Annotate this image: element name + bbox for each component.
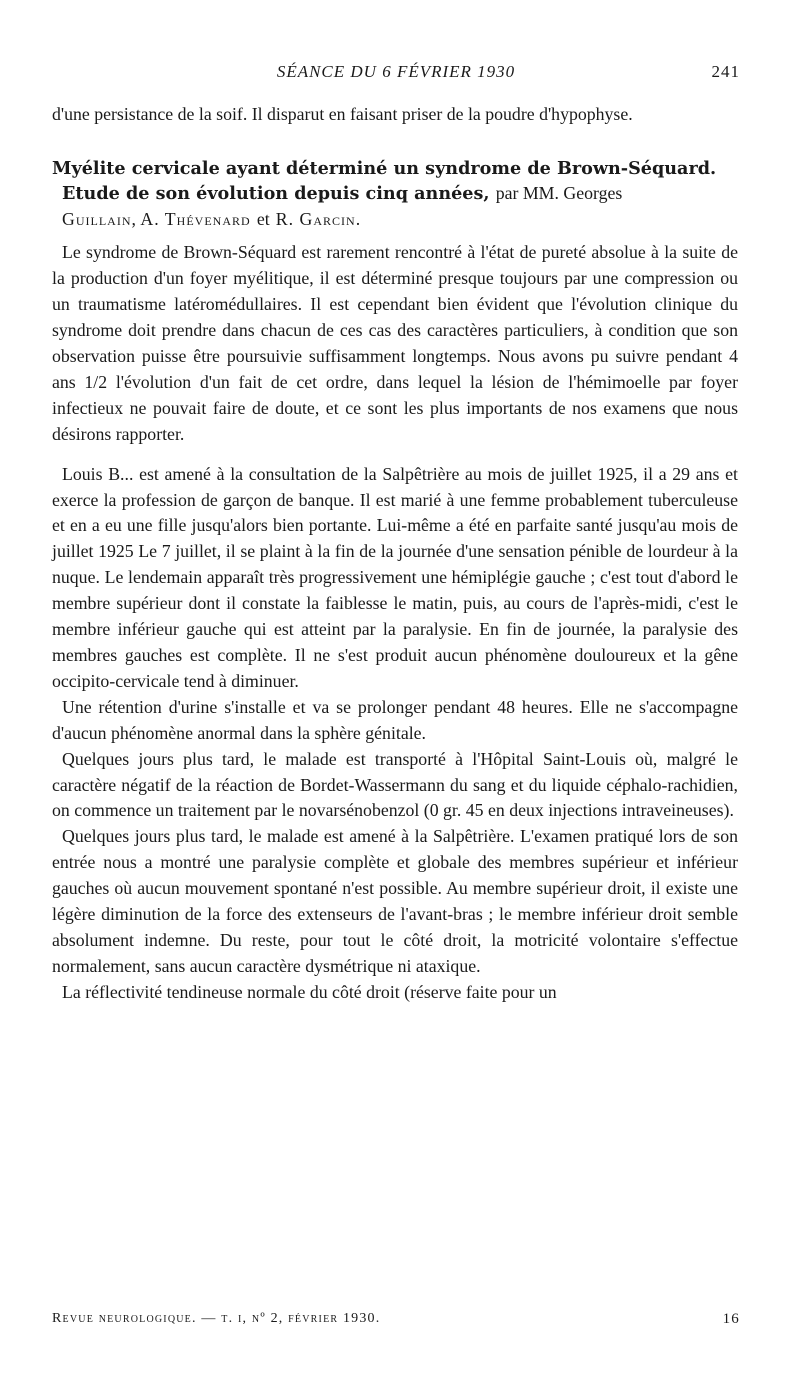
- author-garcin: R. Garcin: [275, 208, 356, 229]
- paragraph-2: Louis B... est amené à la consultation de la Salpêtrière au mois de juillet 1925, il a 29 ans et exerce la profession de garçon de banque. Il est marié à une femme probablement tuberculeuse et en a eu une fille jusqu'alors bien portante. Lui-même a été en parfaite santé jusqu'au mois de juillet 1925 Le 7 juillet, il se plaint à la fin de la journée d'une sensation pénible de lourdeur à la nuque. Le lendemain apparaît très progressivement une hémiplégie gauche ; c'est tout d'abord le membre supérieur dont il constate la faiblesse le matin, puis, au cours de l'après-midi, c'est le membre inférieur gauche qui est atteint par la paralysie. En fin de journée, la paralysie des membres gauches est complète. Il ne s'est produit aucun phénomène douloureux et la gêne occipito-cervicale tend à diminuer.: [52, 463, 738, 691]
- article-title-line2: [62, 181, 738, 207]
- paragraph-5: Quelques jours plus tard, le malade est amené à la Salpêtrière. L'examen pratiqué lors de son entrée nous a montré une paralysie complète et globale des membres supérieur et inférieur gauches où aucun mouvement spontané n'est possible. Au membre supérieur droit, il existe une légère diminution de la force des extenseurs de l'avant-bras ; le membre inférieur droit semble absolument indemne. Du reste, pour tout le côté droit, la motricité volontaire s'effectue normalement, sans aucun caractère dysmétrique ni ataxique.: [52, 826, 738, 976]
- article-title-line2-text: Etude de son évolution depuis cinq années,: [62, 183, 490, 205]
- journal-reference: Revue neurologique. — t. i, nº 2, février 1930.: [52, 1311, 381, 1326]
- body-text: [52, 102, 738, 1006]
- author-guillain: Guillain: [62, 208, 132, 229]
- paragraph-4: Quelques jours plus tard, le malade est transporté à l'Hôpital Saint-Louis où, malgré le caractère négatif de la réaction de Bordet-Wassermann du sang et du liquide céphalo-rachidien, on commence un traitement par le novarsénobenzol (0 gr. 45 en deux injections intraveineuses).: [52, 748, 738, 821]
- running-title: SÉANCE DU 6 FÉVRIER 1930: [276, 62, 516, 81]
- page-number: 241: [711, 62, 740, 81]
- paragraph-6: La réflectivité tendineuse normale du côté droit (réserve faite pour un: [62, 981, 557, 1002]
- article-heading: [52, 156, 738, 233]
- paragraph-1: Le syndrome de Brown-Séquard est rarement rencontré à l'état de pureté absolue à la suite de la production d'un foyer myélitique, il est déterminé presque toujours par une compression ou un traumatisme latéromédullaires. Il est cependant bien évident que l'évolution clinique du syndrome doit prendre dans chacun de ces cas des caractères particuliers, à condition que son observation puisse être poursuivie suffisamment longtemps. Nous avons pu suivre pendant 4 ans 1/2 l'évolution d'un fait de cet ordre, dans lequel la lésion de l'hémimoelle par foyer infectieux ne pouvait faire de doute, et ce sont les plus importants de nos examens que nous désirons rapporter.: [52, 242, 738, 444]
- signature-mark: 16: [722, 1311, 740, 1327]
- paragraph-3: Une rétention d'urine s'installe et va se prolonger pendant 48 heures. Elle ne s'accompagne d'aucun phénomène anormal dans la sphère génitale.: [52, 696, 738, 743]
- article-title-line1: Myélite cervicale ayant déterminé un syndrome de Brown-Séquard.: [52, 157, 717, 179]
- page-footer: [52, 1311, 740, 1333]
- intro-paragraph: d'une persistance de la soif. Il disparut en faisant priser de la poudre d'hypophyse.: [52, 104, 633, 124]
- authors-line: Guillain, A. Thévenard et R. Garcin.: [62, 208, 361, 229]
- byline-prefix: par MM. Georges: [495, 183, 623, 204]
- author-thevenard: A. Thévenard: [140, 208, 251, 229]
- page-header: [52, 62, 740, 86]
- author-conjunction: et: [256, 208, 270, 229]
